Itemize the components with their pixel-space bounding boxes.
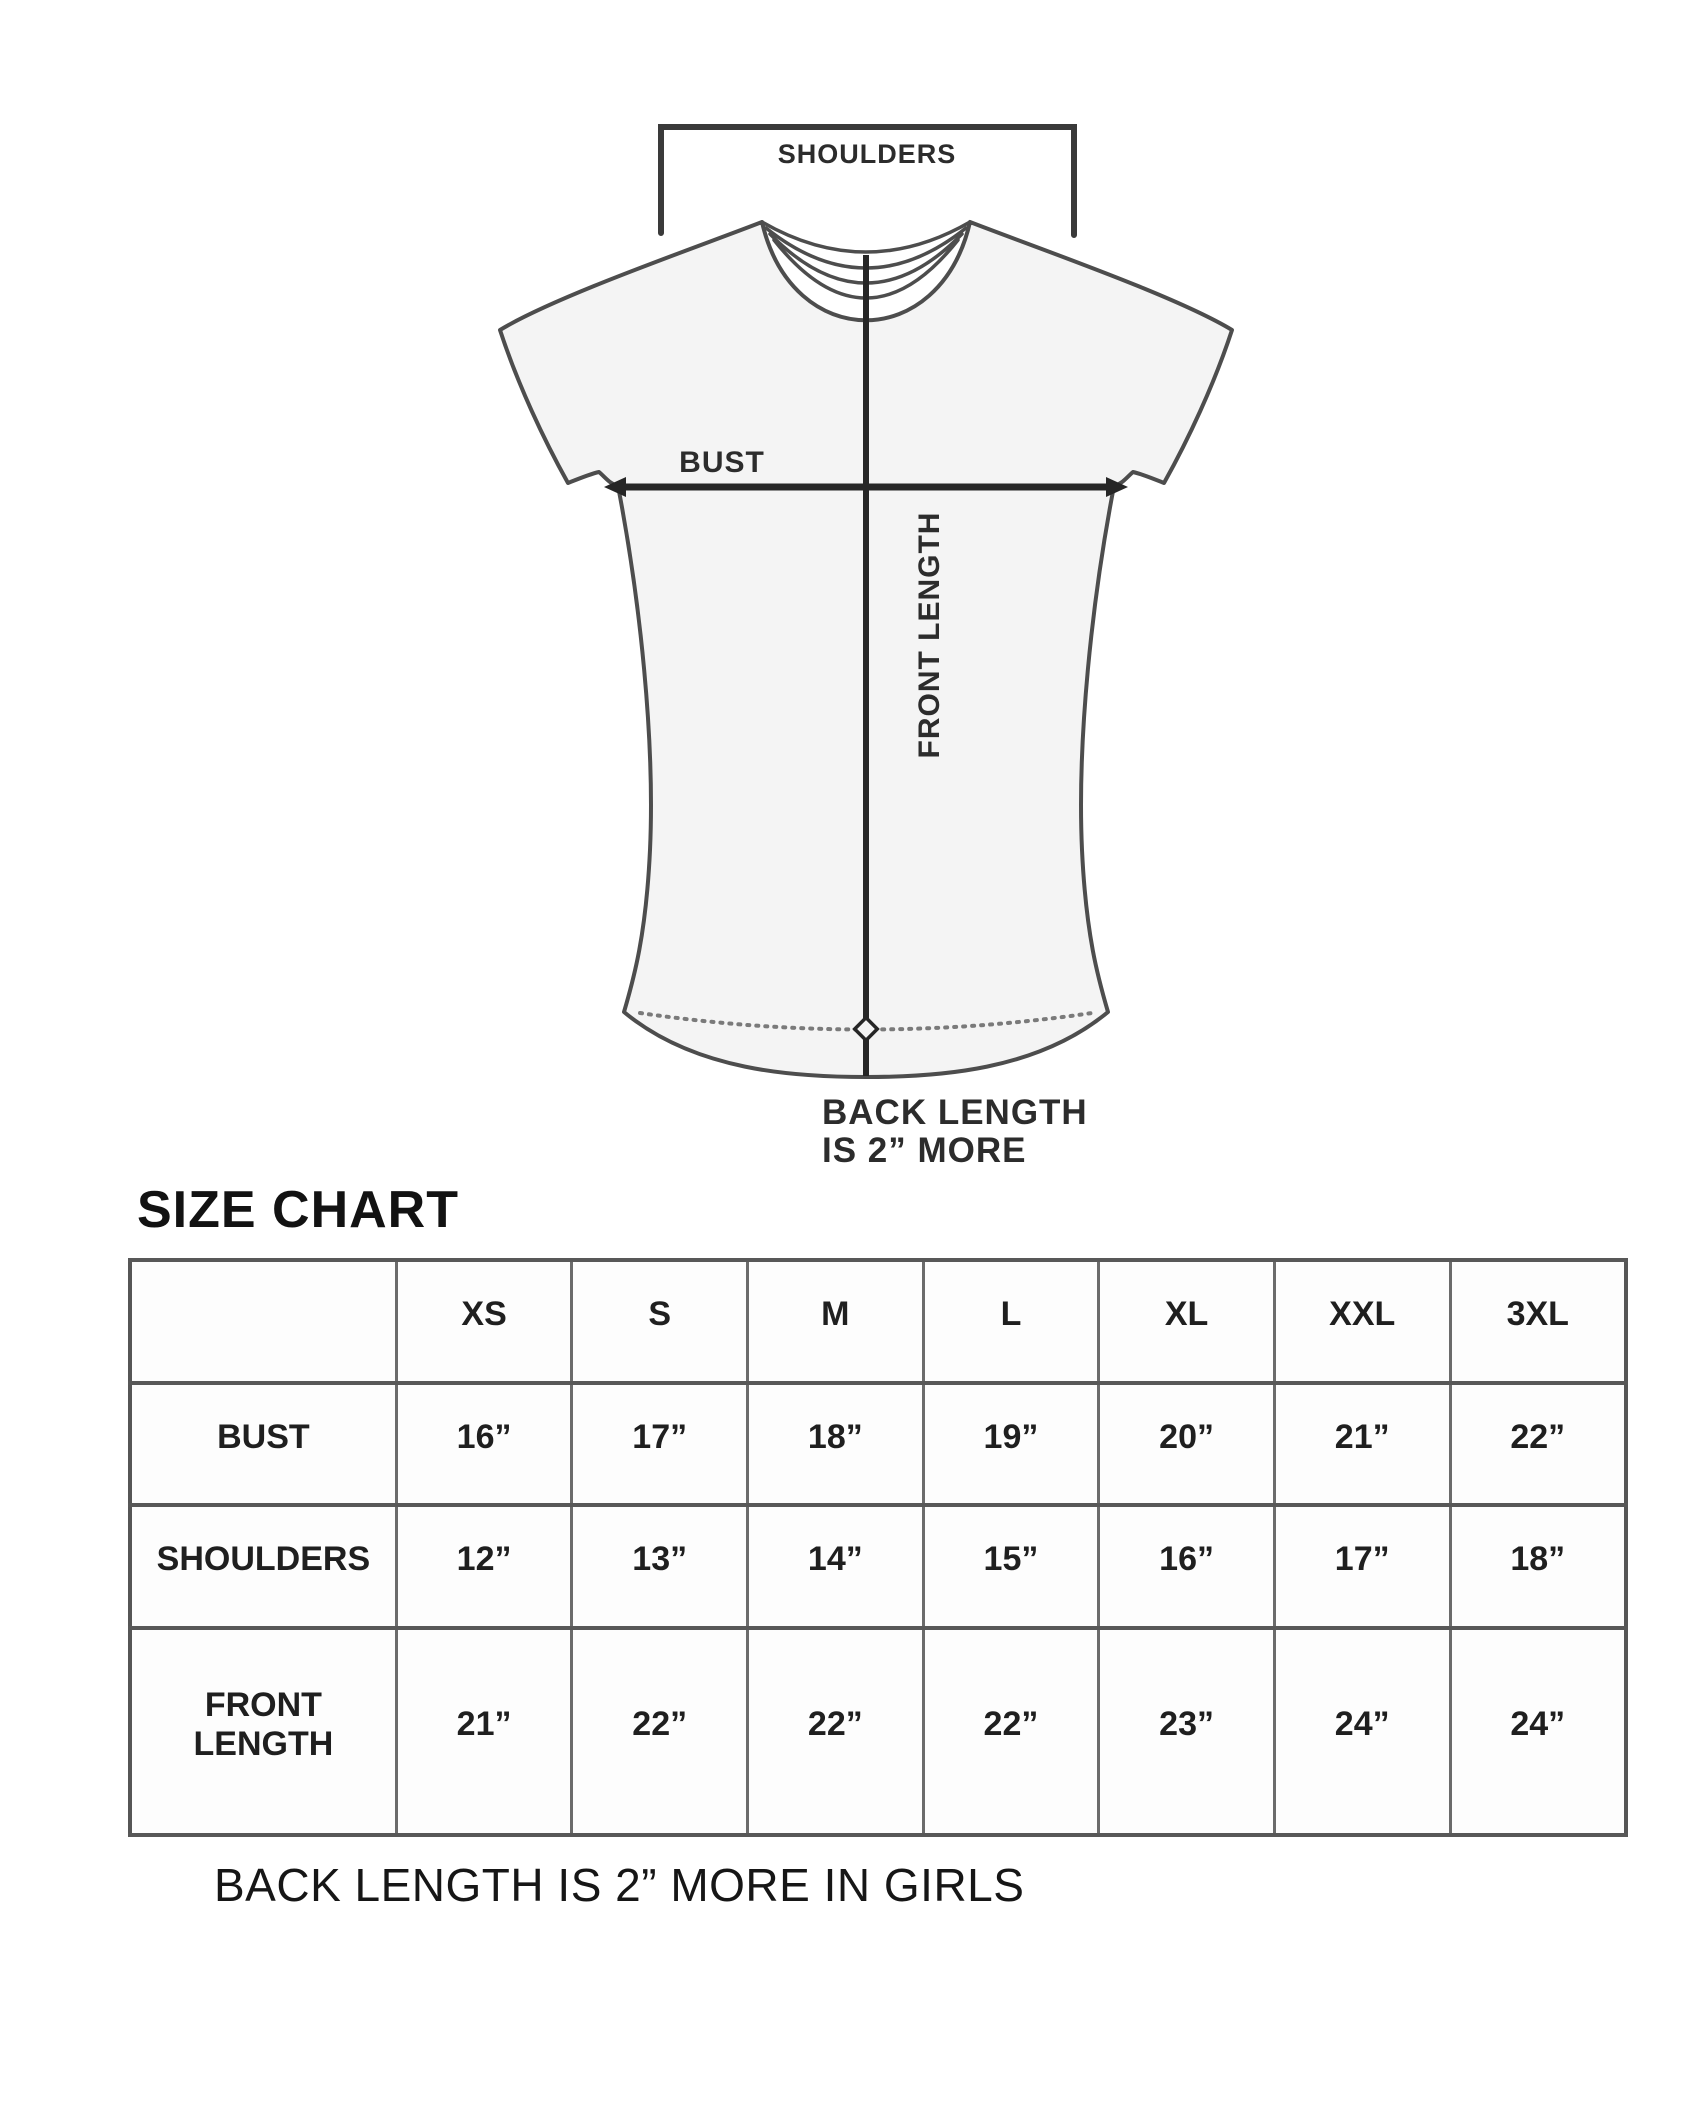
value-cell: 16” bbox=[1099, 1505, 1275, 1628]
value-cell: 18” bbox=[1450, 1505, 1626, 1628]
header-cell-xs: XS bbox=[396, 1260, 572, 1383]
table-row-front-length bbox=[130, 1628, 1626, 1835]
header-cell-m: M bbox=[748, 1260, 924, 1383]
value-cell: 21” bbox=[1274, 1383, 1450, 1506]
value-cell: 12” bbox=[396, 1505, 572, 1628]
value-cell: 18” bbox=[748, 1383, 924, 1506]
value-cell: 20” bbox=[1099, 1383, 1275, 1506]
front-length-label: FRONT LENGTH bbox=[913, 511, 946, 759]
size-chart-title: SIZE CHART bbox=[137, 1181, 459, 1239]
size-chart-table bbox=[128, 1258, 1628, 1837]
value-cell: 15” bbox=[923, 1505, 1099, 1628]
value-cell: 16” bbox=[396, 1383, 572, 1506]
value-cell: 22” bbox=[923, 1628, 1099, 1835]
size-chart-table-container bbox=[128, 1258, 1628, 1837]
value-cell: 14” bbox=[748, 1505, 924, 1628]
header-cell-xl: XL bbox=[1099, 1260, 1275, 1383]
back-length-note-line2: IS 2” MORE bbox=[822, 1131, 1027, 1170]
header-cell-l: L bbox=[923, 1260, 1099, 1383]
back-length-note-line1: BACK LENGTH bbox=[822, 1093, 1088, 1132]
value-cell: 22” bbox=[1450, 1383, 1626, 1506]
table-header-row bbox=[130, 1260, 1626, 1383]
shoulders-label: SHOULDERS bbox=[777, 139, 957, 169]
table-row-bust bbox=[130, 1383, 1626, 1506]
row-label-cell: FRONT LENGTH bbox=[130, 1628, 396, 1835]
header-cell-xxl: XXL bbox=[1274, 1260, 1450, 1383]
table-row-shoulders bbox=[130, 1505, 1626, 1628]
value-cell: 22” bbox=[748, 1628, 924, 1835]
header-cell-3xl: 3XL bbox=[1450, 1260, 1626, 1383]
value-cell: 13” bbox=[572, 1505, 748, 1628]
value-cell: 17” bbox=[572, 1383, 748, 1506]
value-cell: 23” bbox=[1099, 1628, 1275, 1835]
row-label-cell: SHOULDERS bbox=[130, 1505, 396, 1628]
back-length-footnote: BACK LENGTH IS 2” MORE IN GIRLS bbox=[214, 1859, 1025, 1911]
value-cell: 17” bbox=[1274, 1505, 1450, 1628]
value-cell: 19” bbox=[923, 1383, 1099, 1506]
corner-cell bbox=[130, 1260, 396, 1383]
header-cell-s: S bbox=[572, 1260, 748, 1383]
bust-label: BUST bbox=[679, 446, 765, 479]
row-label-cell: BUST bbox=[130, 1383, 396, 1506]
value-cell: 24” bbox=[1450, 1628, 1626, 1835]
value-cell: 21” bbox=[396, 1628, 572, 1835]
value-cell: 22” bbox=[572, 1628, 748, 1835]
value-cell: 24” bbox=[1274, 1628, 1450, 1835]
